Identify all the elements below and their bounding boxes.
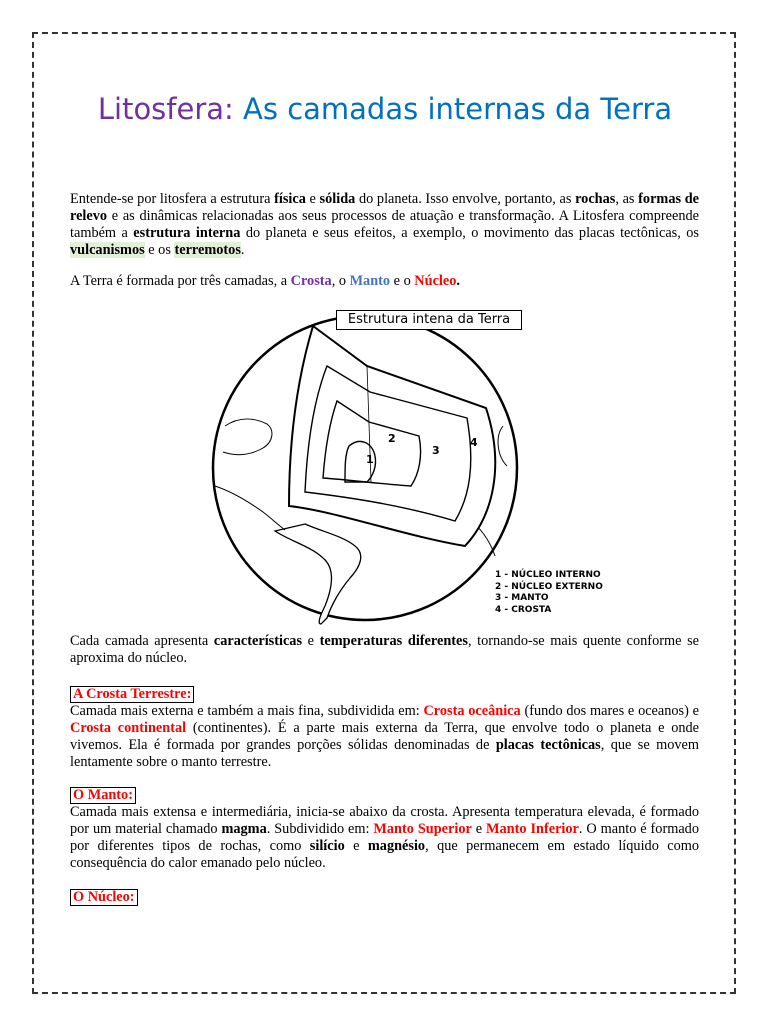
- nucleo-section: [70, 889, 699, 906]
- layer-number-2: 2: [388, 432, 396, 445]
- figure-title: Estrutura intena da Terra: [336, 310, 522, 330]
- nucleo-heading: O Núcleo:: [70, 889, 138, 906]
- nucleo-label: Núcleo: [414, 273, 457, 289]
- layer-number-1: 1: [366, 453, 374, 466]
- crosta-heading: A Crosta Terrestre:: [70, 686, 194, 703]
- legend-item: 1 - NÚCLEO INTERNO: [495, 570, 601, 580]
- crosta-label: Crosta: [290, 273, 332, 289]
- earth-structure-diagram: [205, 306, 525, 626]
- manto-label: Manto: [349, 273, 391, 289]
- intro-paragraph: Entende-se por litosfera a estrutura física e sólida do planeta. Isso envolve, portanto, as rochas, as formas de relevo e as dinâmicas relacionadas aos seus processos de atuação e transformação. A Litosfera compreende também a estrutura interna do planeta e seus efeitos, a exemplo, o movimento das placas tectônicas, os vulcanismos e os terremotos.: [70, 191, 699, 258]
- legend-item: 4 - CROSTA: [495, 604, 552, 615]
- title-part-1: Litosfera:: [97, 92, 234, 126]
- manto-section: O Manto: Camada mais extensa e intermediária, inicia-se abaixo da crosta. Apresenta temperatura elevada, é formado por um material chamado magma. Subdividido em: Manto Superior e Manto Inferior. O manto é formado por diferentes tipos de rochas, como silício e magnésio, que permanecem em estado líquido como consequência do calor emanado pelo núcleo.: [70, 787, 700, 871]
- layer-number-3: 3: [432, 444, 440, 457]
- layers-sentence: A Terra é formada por três camadas, a Crosta, o Manto e o Núcleo.: [70, 273, 460, 289]
- figure-legend: [495, 570, 603, 616]
- legend-item: 2 - NÚCLEO EXTERNO: [495, 581, 603, 592]
- title-part-2: As camadas internas da Terra: [243, 92, 673, 126]
- manto-heading: O Manto:: [70, 787, 136, 804]
- page-title: [70, 82, 700, 136]
- layer-number-4: 4: [470, 436, 478, 449]
- vulcanismos-highlight: vulcanismos: [70, 242, 145, 258]
- legend-item: 3 - MANTO: [495, 593, 549, 603]
- crosta-section: A Crosta Terrestre: Camada mais externa e também a mais fina, subdividida em: Crosta oceânica (fundo dos mares e oceanos) e Crosta continental (continentes). É a parte mais externa da Terra, que envolve todo o planeta e onde vivemos. Ela é formada por grandes porções sólidas denominadas de placas tectônicas, que se movem lentamente sobre o manto terrestre.: [70, 686, 700, 770]
- temperature-paragraph: Cada camada apresenta características e temperaturas diferentes, tornando-se mais quente conforme se aproxima do núcleo.: [70, 633, 699, 666]
- terremotos-highlight: terremotos: [174, 242, 241, 258]
